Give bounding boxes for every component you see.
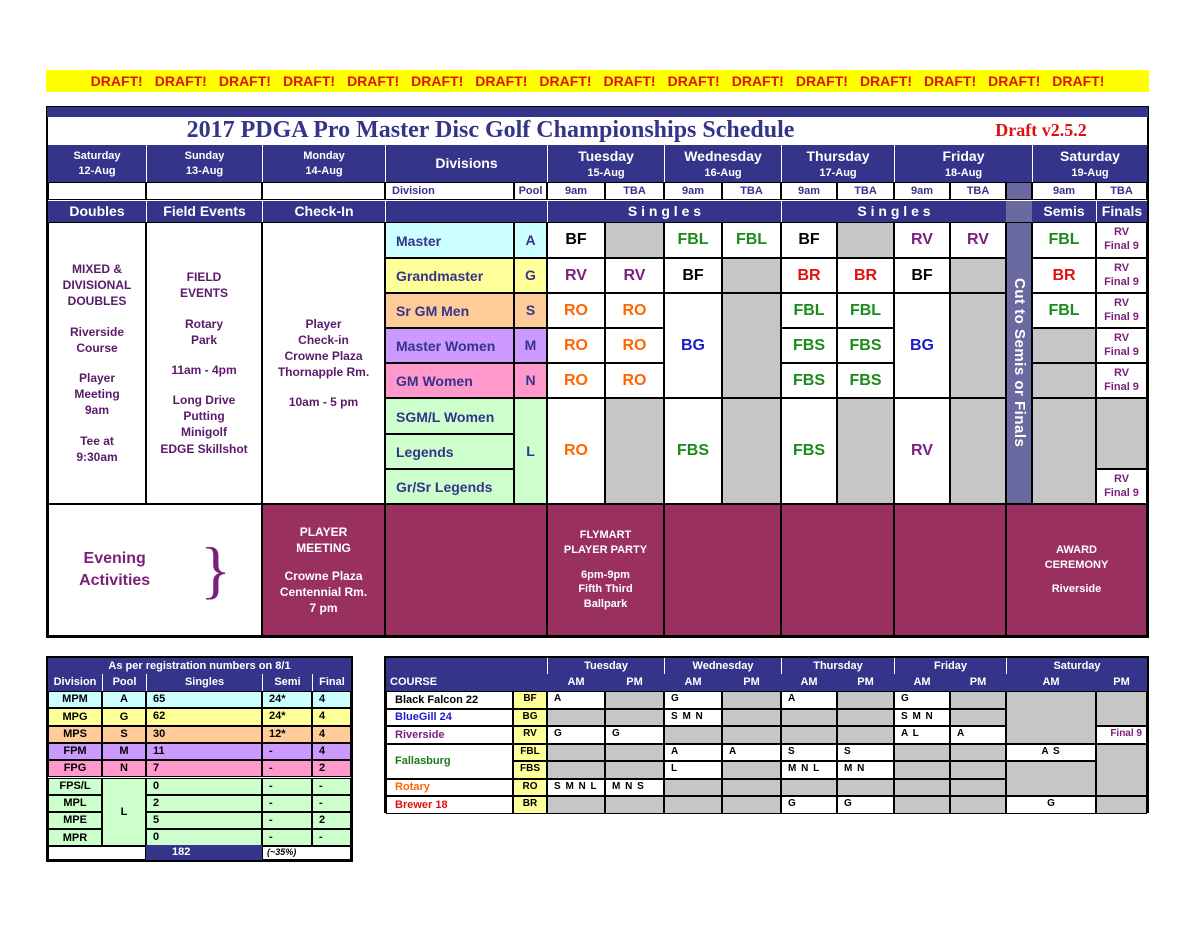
reg-semi: -: [262, 743, 312, 760]
subhdr-sat-am: 9am: [1032, 182, 1096, 200]
field-events-info: FIELD EVENTS Rotary Park 11am - 4pm Long Drive Putting Minigolf EDGE Skillshot: [146, 222, 262, 504]
course-cell: [950, 761, 1006, 779]
cell-final-mw: RV Final 9: [1096, 328, 1147, 363]
page-title: 2017 PDGA Pro Master Disc Golf Championships Schedule: [186, 117, 795, 144]
cell-tue-am-mw: RO: [547, 328, 605, 363]
day-header-sat2: Saturday 19-Aug: [1032, 145, 1147, 182]
reg-head-final: Final: [312, 674, 351, 691]
reg-final: -: [312, 795, 351, 812]
course-code: FBL: [513, 744, 547, 762]
cell-wed-tba-grandmaster: [722, 258, 781, 293]
subhdr-pool: Pool: [514, 182, 547, 200]
course-cell: [722, 761, 781, 779]
reg-final: 2: [312, 812, 351, 829]
course-cell: [722, 691, 781, 709]
reg-division: MPE: [48, 812, 102, 829]
reg-final: 4: [312, 743, 351, 760]
cell-sat-semi-gmw: [1032, 363, 1096, 398]
divisions-header: Divisions: [385, 145, 547, 182]
course-name: Black Falcon 22: [386, 691, 513, 709]
course-cell: S: [837, 744, 894, 762]
course-cell: G: [547, 726, 605, 744]
cell-final-srgm: RV Final 9: [1096, 293, 1147, 328]
cell-wed-am-grandmaster: BF: [664, 258, 722, 293]
course-cell: G: [894, 691, 950, 709]
evening-flymart: FLYMART PLAYER PARTY 6pm-9pm Fifth Third Ballpark: [547, 504, 664, 636]
evening-player-meeting: PLAYER MEETING Crowne Plaza Centennial Rm. 7 pm: [262, 504, 385, 636]
division-gm-women: GM Women: [385, 363, 514, 398]
course-cell: G: [837, 796, 894, 814]
subhdr-wed-tba: TBA: [722, 182, 781, 200]
course-cell: [837, 691, 894, 709]
course-cell: A: [950, 726, 1006, 744]
reg-division: FPS/L: [48, 778, 102, 795]
course-name: Riverside: [386, 726, 513, 744]
am-header: AM: [547, 674, 605, 691]
course-cell: [950, 779, 1006, 797]
course-cell: [950, 744, 1006, 762]
pool-grandmaster: G: [514, 258, 547, 293]
course-cell: G: [605, 726, 664, 744]
cell-thu-tba-mw: FBS: [837, 328, 894, 363]
reg-final: -: [312, 778, 351, 795]
cell-fri-tba-master: RV: [950, 222, 1006, 258]
pm-header: PM: [1096, 674, 1147, 691]
pool-sr-gm-men: S: [514, 293, 547, 328]
course-head-wed: Wednesday: [664, 658, 781, 674]
course-cell: [894, 744, 950, 762]
cell-sat-semi-mw: [1032, 328, 1096, 363]
course-cell: [722, 796, 781, 814]
course-cell: [605, 709, 664, 727]
subhdr-tue-am: 9am: [547, 182, 605, 200]
section-singles-1: S i n g l e s: [547, 201, 781, 222]
cell-thu-tba-legends: [837, 398, 894, 504]
course-cell-sat: [1096, 691, 1147, 726]
cell-tue-tba-srgm: RO: [605, 293, 664, 328]
subhdr-fri-am: 9am: [894, 182, 950, 200]
reg-head-singles: Singles: [146, 674, 262, 691]
course-cell: M N S: [605, 779, 664, 797]
cell-sat-semi-legends: [1032, 398, 1096, 504]
reg-singles: 5: [146, 812, 262, 829]
reg-singles: 30: [146, 726, 262, 743]
cell-sat-semi-master: FBL: [1032, 222, 1096, 258]
reg-division: MPM: [48, 691, 102, 708]
reg-singles: 65: [146, 691, 262, 708]
section-finals: Finals: [1096, 201, 1147, 222]
cell-wed-tba-master: FBL: [722, 222, 781, 258]
course-cell-sat: [1006, 691, 1096, 744]
course-cell: [950, 709, 1006, 727]
reg-total-blank: [48, 845, 146, 860]
pm-header: PM: [950, 674, 1006, 691]
course-cell: S M N L: [547, 779, 605, 797]
cell-tue-am-grandmaster: RV: [547, 258, 605, 293]
reg-semi: -: [262, 829, 312, 846]
evening-blank-mon: [385, 504, 547, 636]
course-cell: [950, 796, 1006, 814]
cell-wed-tba-women: [722, 293, 781, 398]
course-head-blank: [386, 658, 547, 674]
reg-pool: N: [102, 760, 146, 777]
course-code: RV: [513, 726, 547, 744]
subhdr-sat-tba: TBA: [1096, 182, 1147, 200]
cell-final-gmw: RV Final 9: [1096, 363, 1147, 398]
course-cell: [894, 796, 950, 814]
reg-final: 4: [312, 726, 351, 743]
section-field-events: Field Events: [146, 201, 262, 222]
cell-tue-am-master: BF: [547, 222, 605, 258]
section-singles-2: S i n g l e s: [781, 201, 1006, 222]
reg-pool: L: [102, 778, 146, 847]
evening-label: Evening Activities }: [48, 504, 262, 636]
reg-semi: -: [262, 760, 312, 777]
reg-division: MPR: [48, 829, 102, 846]
cell-final-legends: RV Final 9: [1096, 469, 1147, 504]
subhdr-fri-tba: TBA: [950, 182, 1006, 200]
course-cell-sat: G: [1006, 796, 1096, 814]
course-code: FBS: [513, 761, 547, 779]
course-cell: S M N: [894, 709, 950, 727]
division-grandmaster: Grandmaster: [385, 258, 514, 293]
course-code: BF: [513, 691, 547, 709]
course-cell: A L: [894, 726, 950, 744]
day-header-wed: Wednesday 16-Aug: [664, 145, 781, 182]
cut-bar: Cut to Semis or Finals: [1006, 222, 1032, 504]
cell-thu-am-srgm: FBL: [781, 293, 837, 328]
check-in-info: Player Check-in Crowne Plaza Thornapple Rm. 10am - 5 pm: [262, 222, 385, 504]
reg-pool: S: [102, 726, 146, 743]
course-cell: [547, 709, 605, 727]
subhdr-thu-tba: TBA: [837, 182, 894, 200]
course-cell: [605, 744, 664, 762]
cell-thu-am-gmw: FBS: [781, 363, 837, 398]
course-cell: [664, 779, 722, 797]
course-cell: [950, 691, 1006, 709]
cell-fri-tba-women: [950, 293, 1006, 398]
course-cell: [894, 779, 950, 797]
reg-singles: 2: [146, 795, 262, 812]
day-header-mon: Monday 14-Aug: [262, 145, 385, 182]
reg-total-singles: 182: [146, 845, 262, 860]
course-head-thu: Thursday: [781, 658, 894, 674]
division-gr-sr-legends: Gr/Sr Legends: [385, 469, 514, 504]
reg-final: 2: [312, 760, 351, 777]
reg-final: -: [312, 829, 351, 846]
reg-pool: A: [102, 691, 146, 708]
cell-thu-tba-srgm: FBL: [837, 293, 894, 328]
cell-tue-am-gmw: RO: [547, 363, 605, 398]
cell-wed-tba-legends: [722, 398, 781, 504]
reg-semi: 24*: [262, 708, 312, 725]
course-code: BG: [513, 709, 547, 727]
course-cell: A: [547, 691, 605, 709]
cell-tue-tba-master: [605, 222, 664, 258]
cell-fri-am-grandmaster: BF: [894, 258, 950, 293]
subhdr-thu-am: 9am: [781, 182, 837, 200]
subhdr-division: Division: [385, 182, 514, 200]
cell-wed-am-legends: FBS: [664, 398, 722, 504]
course-cell: [837, 779, 894, 797]
cell-tue-tba-grandmaster: RV: [605, 258, 664, 293]
course-head-fri: Friday: [894, 658, 1006, 674]
reg-pool: M: [102, 743, 146, 760]
subhdr-blank-2: [146, 182, 262, 200]
am-header: AM: [664, 674, 722, 691]
reg-singles: 0: [146, 829, 262, 846]
reg-semi: -: [262, 812, 312, 829]
course-cell: S M N: [664, 709, 722, 727]
reg-division: MPL: [48, 795, 102, 812]
cell-final-grandmaster: RV Final 9: [1096, 258, 1147, 293]
division-legends: Legends: [385, 434, 514, 469]
division-master-women: Master Women: [385, 328, 514, 363]
course-code: RO: [513, 779, 547, 797]
cell-fri-tba-legends: [950, 398, 1006, 504]
pool-master-women: M: [514, 328, 547, 363]
course-name: Rotary: [386, 779, 513, 797]
course-cell: [664, 796, 722, 814]
pm-header: PM: [722, 674, 781, 691]
reg-title: As per registration numbers on 8/1: [48, 658, 351, 674]
course-cell: [781, 779, 837, 797]
course-cell: L: [664, 761, 722, 779]
am-header: AM: [781, 674, 837, 691]
reg-semi: -: [262, 778, 312, 795]
cell-tue-tba-legends: [605, 398, 664, 504]
pm-header: PM: [605, 674, 664, 691]
cell-tue-am-srgm: RO: [547, 293, 605, 328]
evening-blank-wed: [664, 504, 781, 636]
day-header-fri: Friday 18-Aug: [894, 145, 1032, 182]
subhdr-wed-am: 9am: [664, 182, 722, 200]
course-cell: [837, 709, 894, 727]
course-cell: [605, 796, 664, 814]
reg-head-division: Division: [48, 674, 102, 691]
course-cell: G: [664, 691, 722, 709]
course-cell: G: [781, 796, 837, 814]
section-blank: [385, 201, 547, 222]
section-semis: Semis: [1032, 201, 1096, 222]
section-check-in: Check-In: [262, 201, 385, 222]
am-header: AM: [894, 674, 950, 691]
cell-wed-am-women: BG: [664, 293, 722, 398]
cell-fri-am-women: BG: [894, 293, 950, 398]
course-code: BR: [513, 796, 547, 814]
cell-final-master: RV Final 9: [1096, 222, 1147, 258]
course-name: BlueGill 24: [386, 709, 513, 727]
cell-fri-am-legends: RV: [894, 398, 950, 504]
reg-head-semi: Semi: [262, 674, 312, 691]
section-cut-blank: [1006, 201, 1032, 222]
cell-thu-am-master: BF: [781, 222, 837, 258]
course-cell-sat: A S: [1006, 744, 1096, 762]
subhdr-cut-blank: [1006, 182, 1032, 200]
cell-thu-tba-gmw: FBS: [837, 363, 894, 398]
day-header-sun: Sunday 13-Aug: [146, 145, 262, 182]
cell-thu-am-legends: FBS: [781, 398, 837, 504]
course-cell: A: [722, 744, 781, 762]
evening-blank-thu: [781, 504, 894, 636]
cell-wed-am-master: FBL: [664, 222, 722, 258]
course-cell: [605, 761, 664, 779]
course-cell: [894, 761, 950, 779]
cell-tue-tba-mw: RO: [605, 328, 664, 363]
course-cell: [664, 726, 722, 744]
reg-total-pct: (~35%): [262, 845, 351, 860]
doubles-info: MIXED & DIVISIONAL DOUBLES Riverside Course Player Meeting 9am Tee at 9:30am: [48, 222, 146, 504]
pool-legends: L: [514, 398, 547, 504]
course-cell-sat: [1096, 744, 1147, 797]
course-cell: [547, 796, 605, 814]
division-sr-gm-men: Sr GM Men: [385, 293, 514, 328]
division-master: Master: [385, 222, 514, 258]
pool-master: A: [514, 222, 547, 258]
evening-award: AWARD CEREMONY Riverside: [1006, 504, 1147, 636]
am-header: AM: [1006, 674, 1096, 691]
course-cell: [547, 744, 605, 762]
course-cell: [722, 726, 781, 744]
brace-symbol: }: [200, 533, 231, 605]
cell-thu-am-grandmaster: BR: [781, 258, 837, 293]
day-header-sat1: Saturday 12-Aug: [48, 145, 146, 182]
reg-final: 4: [312, 691, 351, 708]
cell-thu-tba-master: [837, 222, 894, 258]
reg-division: FPG: [48, 760, 102, 777]
cell-tue-am-legends: RO: [547, 398, 605, 504]
course-head-sat: Saturday: [1006, 658, 1147, 674]
cell-sat-semi-srgm: FBL: [1032, 293, 1096, 328]
cell-thu-am-mw: FBS: [781, 328, 837, 363]
reg-pool: G: [102, 708, 146, 725]
day-header-tue: Tuesday 15-Aug: [547, 145, 664, 182]
reg-semi: 12*: [262, 726, 312, 743]
version-label: Draft v2.5.2: [995, 120, 1087, 141]
section-doubles: Doubles: [48, 201, 146, 222]
reg-singles: 11: [146, 743, 262, 760]
course-cell-sat: [1096, 796, 1147, 814]
reg-division: MPG: [48, 708, 102, 725]
draft-banner: DRAFT! DRAFT! DRAFT! DRAFT! DRAFT! DRAFT! DRAFT! DRAFT! DRAFT! DRAFT! DRAFT! DRAFT! DRAFT! DRAFT! DRAFT! DRAFT!: [46, 70, 1149, 92]
course-cell: S: [781, 744, 837, 762]
course-name: Brewer 18: [386, 796, 513, 814]
course-cell: [722, 779, 781, 797]
cell-sat-semi-grandmaster: BR: [1032, 258, 1096, 293]
subhdr-blank-1: [48, 182, 146, 200]
course-cell: [605, 691, 664, 709]
course-cell: [547, 761, 605, 779]
course-cell-sat: [1006, 761, 1096, 796]
evening-blank-fri: [894, 504, 1006, 636]
reg-division: FPM: [48, 743, 102, 760]
pool-gm-women: N: [514, 363, 547, 398]
cell-fri-tba-grandmaster: [950, 258, 1006, 293]
subhdr-tue-tba: TBA: [605, 182, 664, 200]
course-cell: A: [664, 744, 722, 762]
course-cell: [722, 709, 781, 727]
subhdr-blank-3: [262, 182, 385, 200]
reg-semi: -: [262, 795, 312, 812]
reg-singles: 0: [146, 778, 262, 795]
course-cell: [837, 726, 894, 744]
reg-singles: 7: [146, 760, 262, 777]
pm-header: PM: [837, 674, 894, 691]
course-cell: [781, 726, 837, 744]
cell-thu-tba-grandmaster: BR: [837, 258, 894, 293]
course-cell-sat: Final 9: [1096, 726, 1147, 744]
reg-division: MPS: [48, 726, 102, 743]
course-label: COURSE: [386, 674, 547, 691]
day-header-thu: Thursday 17-Aug: [781, 145, 894, 182]
course-cell: A: [781, 691, 837, 709]
course-cell: M N: [837, 761, 894, 779]
reg-final: 4: [312, 708, 351, 725]
division-sgm-l-women: SGM/L Women: [385, 398, 514, 434]
reg-singles: 62: [146, 708, 262, 725]
cell-tue-tba-gmw: RO: [605, 363, 664, 398]
reg-semi: 24*: [262, 691, 312, 708]
course-cell: [781, 709, 837, 727]
course-head-tue: Tuesday: [547, 658, 664, 674]
course-name: Fallasburg: [386, 744, 513, 779]
cell-final-sgml-women: [1096, 398, 1147, 469]
course-cell: M N L: [781, 761, 837, 779]
reg-head-pool: Pool: [102, 674, 146, 691]
cell-fri-am-master: RV: [894, 222, 950, 258]
